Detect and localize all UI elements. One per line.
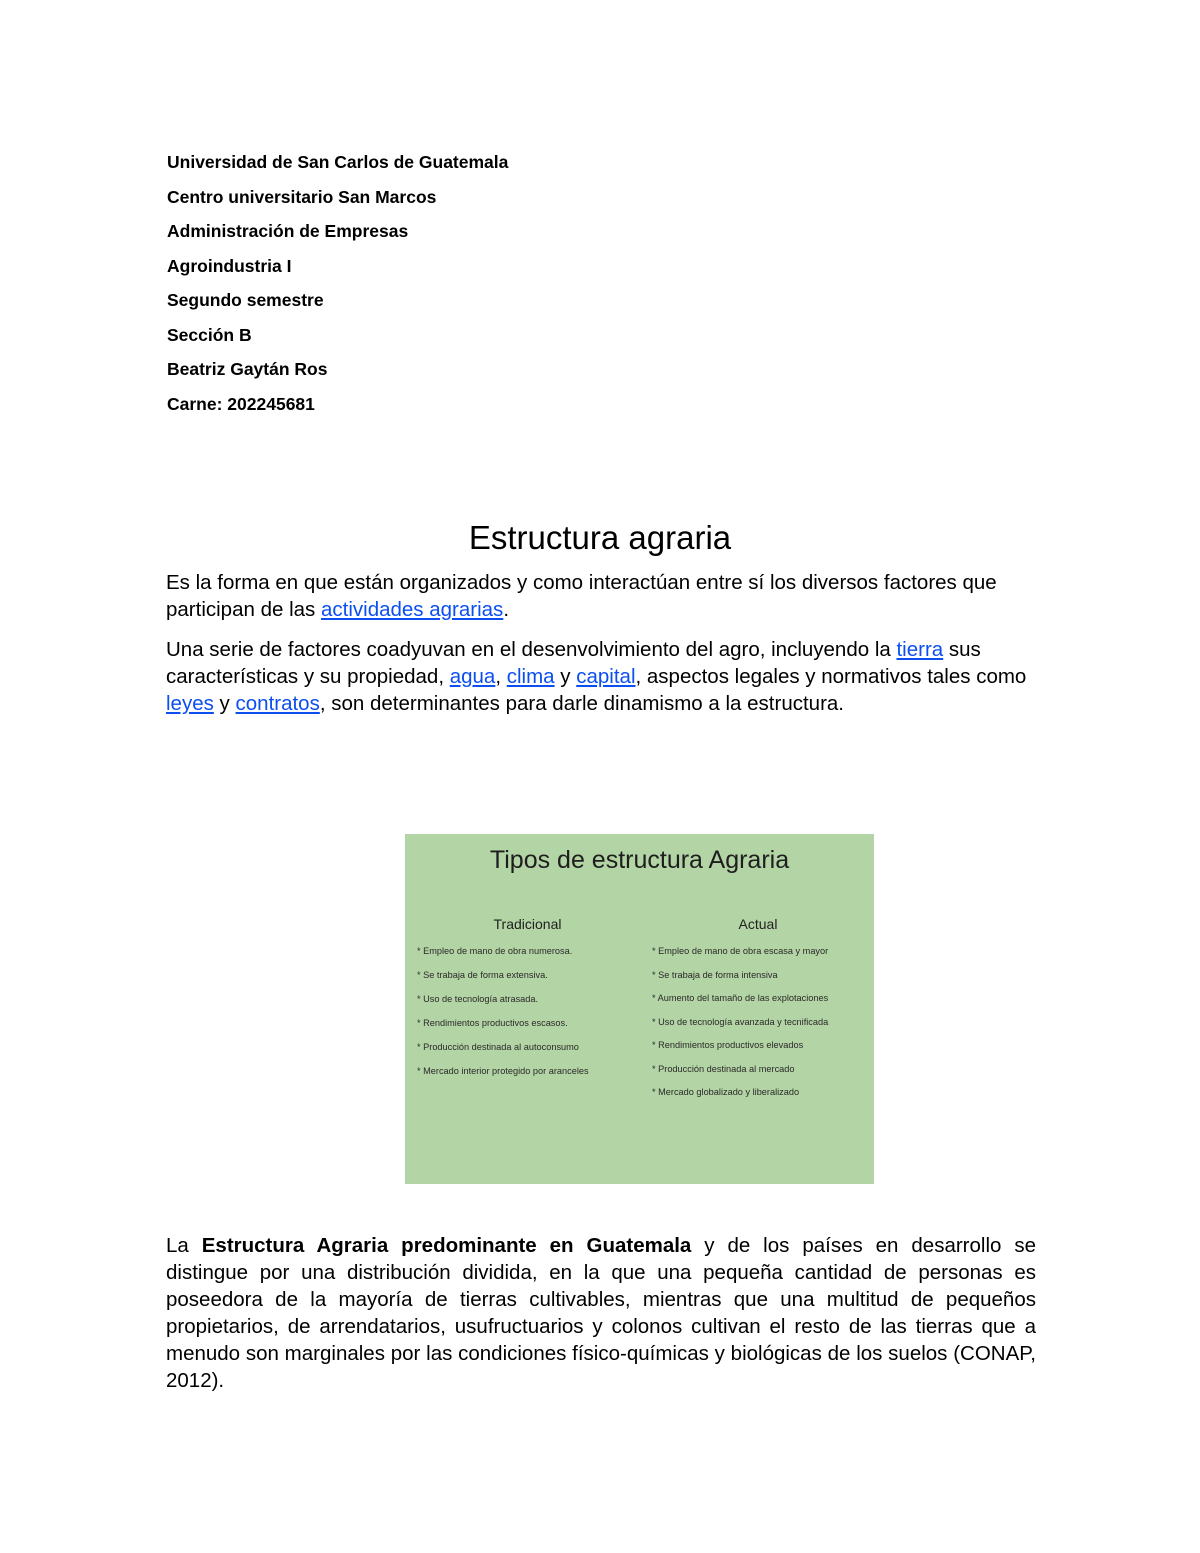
paragraph-factors (166, 636, 1036, 717)
traditional-item: * Mercado interior protegido por aranceles (417, 1066, 589, 1076)
bold-phrase: Estructura Agraria predominante en Guatemala (201, 1234, 692, 1257)
types-figure (405, 834, 874, 1184)
current-item: * Uso de tecnología avanzada y tecnificada (652, 1016, 829, 1027)
current-item: * Aumento del tamaño de las explotaciones (652, 993, 829, 1003)
current-column (652, 916, 864, 1111)
link-agua[interactable]: agua (449, 665, 496, 688)
paragraph-text: y de los países en desarrollo se distingue por una distribución dividida, en la que una pequeña cantidad de personas es poseedora de la mayoría de tierras cultivables, mientras que una multitud de pequeños propietarios, de arrendatarios, usufructuarios y colonos cultivan el resto de las tierras que a menudo son marginales por las condiciones físico-químicas y biológicas de los suelos (CONAP, 2012). (166, 1234, 1037, 1392)
link-tierra[interactable]: tierra (896, 638, 944, 661)
university-name: Universidad de San Carlos de Guatemala (167, 152, 509, 172)
paragraph-text: , aspectos legales y normativos tales como (635, 665, 1027, 688)
link-capital[interactable]: capital (576, 665, 636, 688)
current-item: * Empleo de mano de obra escasa y mayor (652, 946, 829, 956)
paragraph-text: sus características y su propiedad, (166, 638, 981, 688)
paragraph-text: , son determinantes para darle dinamismo a la estructura. (319, 692, 844, 715)
student-name: Beatriz Gaytán Ros (167, 359, 328, 379)
traditional-item: * Producción destinada al autoconsumo (417, 1042, 579, 1052)
campus-name: Centro universitario San Marcos (167, 186, 437, 207)
header-block (167, 150, 508, 426)
current-item: * Rendimientos productivos elevados (652, 1040, 804, 1050)
student-id: Carne: 202245681 (167, 393, 315, 414)
paragraph-text: y (554, 665, 577, 688)
current-item: * Mercado globalizado y liberalizado (652, 1087, 800, 1097)
document-title: Estructura agraria (468, 519, 732, 556)
current-item: * Producción destinada al mercado (652, 1063, 795, 1074)
traditional-heading: Tradicional (493, 916, 562, 932)
link-contratos[interactable]: contratos (235, 692, 320, 715)
paragraph-guatemala (166, 1232, 1036, 1394)
paragraph-text: La (166, 1234, 202, 1257)
paragraph-text: , (495, 665, 507, 688)
career-name: Administración de Empresas (167, 221, 409, 241)
semester: Segundo semestre (167, 290, 324, 310)
figure-title: Tipos de estructura Agraria (489, 846, 790, 874)
traditional-item: * Se trabaja de forma extensiva. (417, 970, 548, 980)
link-actividades-agrarias[interactable]: actividades agrarias (320, 598, 504, 621)
traditional-item: * Rendimientos productivos escasos. (417, 1018, 568, 1028)
traditional-column (417, 916, 642, 1090)
section: Sección B (167, 324, 252, 345)
link-leyes[interactable]: leyes (166, 692, 214, 715)
paragraph-text: Una serie de factores coadyuvan en el desenvolvimiento del agro, incluyendo la (166, 638, 897, 661)
paragraph-text: Es la forma en que están organizados y como interactúan entre sí los diversos factores que participan de las (166, 571, 997, 621)
link-clima[interactable]: clima (506, 665, 555, 688)
course-name: Agroindustria I (167, 255, 292, 276)
traditional-item: * Empleo de mano de obra numerosa. (417, 946, 573, 956)
current-heading: Actual (738, 916, 778, 932)
paragraph-text: . (503, 598, 510, 621)
current-item: * Se trabaja de forma intensiva (652, 969, 778, 980)
traditional-item: * Uso de tecnología atrasada. (417, 994, 539, 1004)
paragraph-text: y (213, 692, 236, 715)
paragraph-definition (166, 569, 1036, 623)
